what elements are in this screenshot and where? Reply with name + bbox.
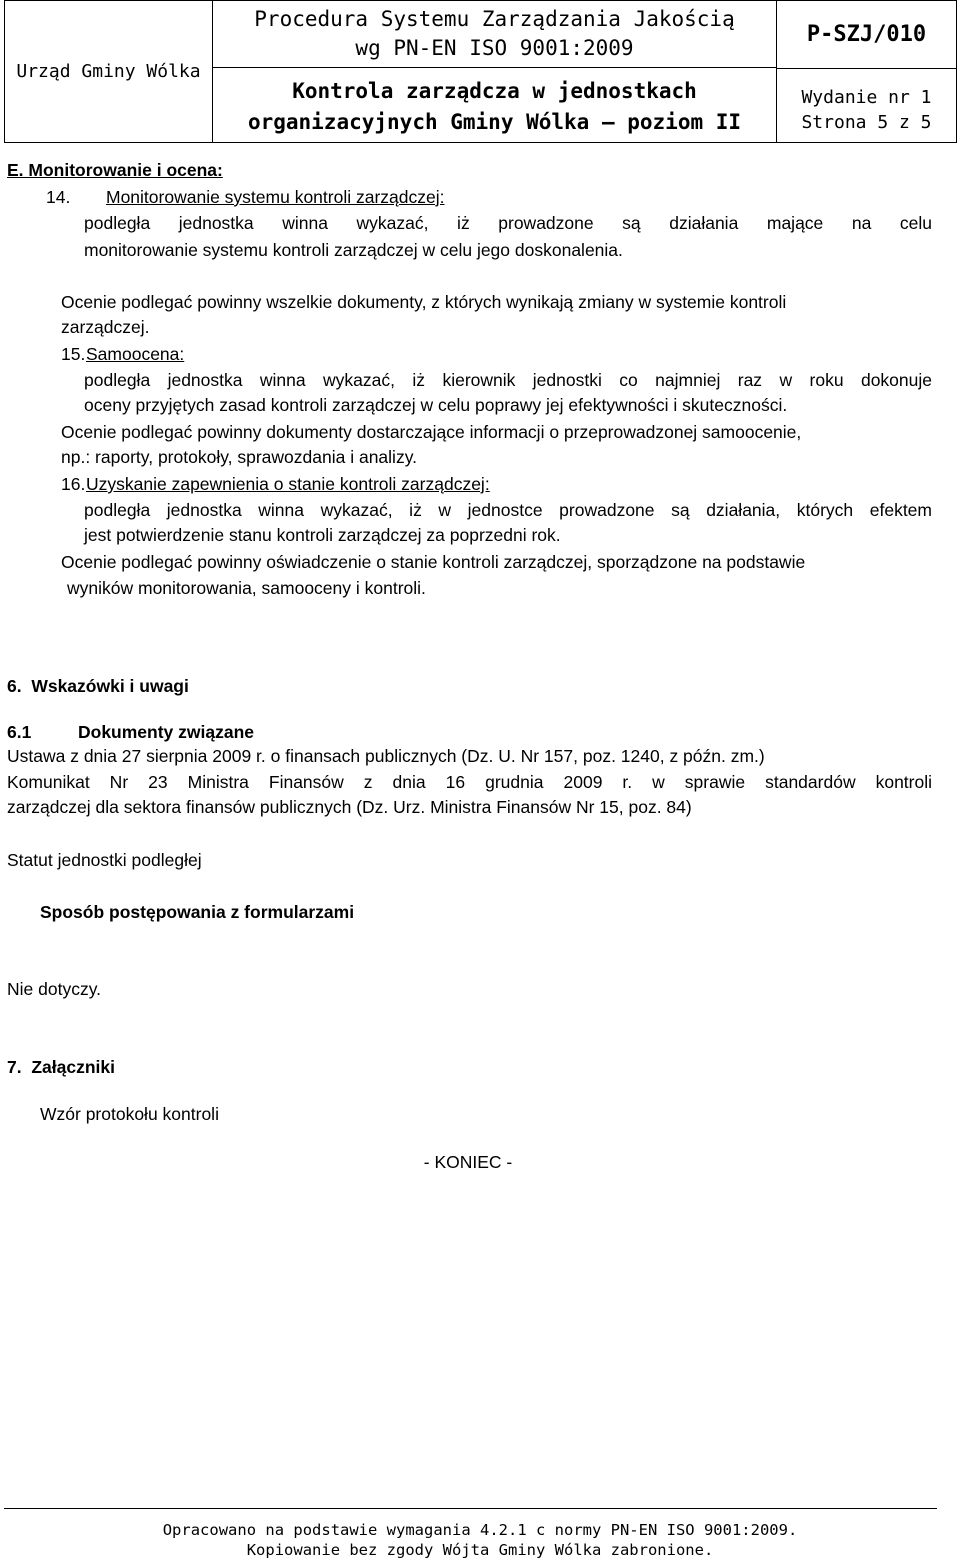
section-6-1-number: 6.1 — [7, 722, 32, 742]
item-15-line1: podległa jednostka winna wykazać, iż kierownik jednostki co najmniej raz w roku dokonuje — [84, 370, 932, 390]
item-15-assess2: np.: raporty, protokoły, sprawozdania i analizy. — [61, 447, 418, 467]
header-title-line2: organizacyjnych Gminy Wólka – poziom II — [247, 110, 742, 134]
section-6-heading: 6. Wskazówki i uwagi — [7, 676, 189, 696]
document-code: P-SZJ/010 — [777, 1, 956, 69]
item-14-title — [62, 186, 444, 208]
section-6-1-title: Dokumenty związane — [78, 722, 255, 742]
item-14-number: 14. — [46, 187, 71, 207]
item-14-line1: podległa jednostka winna wykazać, iż prowadzone są działania mające na celu — [84, 213, 932, 233]
related-doc-3: Statut jednostki podległej — [7, 850, 202, 870]
item-15-title-text: Samoocena: — [86, 344, 185, 364]
document-header — [4, 0, 957, 143]
item-14-title-text: Monitorowanie systemu kontroli zarządczej: — [106, 187, 445, 207]
item-16-title — [82, 473, 490, 495]
section-7-heading: 7. Załączniki — [7, 1057, 115, 1077]
end-marker: - KONIEC - — [423, 1152, 513, 1172]
related-doc-2-line1: Komunikat Nr 23 Ministra Finansów z dnia 16 grudnia 2009 r. w sprawie standardów kontroli — [7, 772, 932, 792]
item-16-line2: jest potwierdzenie stanu kontroli zarządczej za poprzedni rok. — [84, 525, 561, 545]
page-number: Strona 5 z 5 — [801, 112, 932, 133]
header-meta — [777, 69, 956, 142]
header-title — [213, 68, 776, 142]
item-14-line2: monitorowanie systemu kontroli zarządczej w celu jego doskonalenia. — [84, 240, 623, 260]
edition-label: Wydanie nr 1 — [801, 87, 932, 108]
item-14-assess2: zarządczej. — [61, 317, 150, 337]
item-16-line1: podległa jednostka winna wykazać, iż w jednostce prowadzone są działania, których efektem — [84, 500, 932, 520]
footer-line-2: Kopiowanie bez zgody Wójta Gminy Wólka zabronione. — [246, 1541, 714, 1559]
section-e-heading: E. Monitorowanie i ocena: — [7, 160, 223, 180]
forms-text: Nie dotyczy. — [7, 979, 102, 999]
header-procedure — [213, 1, 776, 68]
header-right — [777, 1, 956, 142]
item-16-number: 16. — [61, 474, 86, 494]
header-organization: Urząd Gminy Wólka — [5, 1, 213, 142]
item-15-assess1: Ocenie podlegać powinny dokumenty dostarczające informacji o przeprowadzonej samoocenie, — [61, 422, 802, 442]
forms-heading: Sposób postępowania z formularzami — [40, 902, 355, 922]
item-15-title — [82, 343, 184, 365]
item-16-title-text: Uzyskanie zapewnienia o stanie kontroli zarządczej: — [86, 474, 490, 494]
header-procedure-line1: Procedura Systemu Zarządzania Jakością — [254, 7, 735, 31]
related-doc-2-line2: zarządczej dla sektora finansów publicznych (Dz. Urz. Ministra Finansów Nr 15, poz. 84) — [7, 797, 692, 817]
item-16-assess2: wyników monitorowania, samooceny i kontroli. — [67, 578, 426, 598]
related-doc-1: Ustawa z dnia 27 sierpnia 2009 r. o finansach publicznych (Dz. U. Nr 157, poz. 1240, z późn. zm.) — [7, 746, 765, 766]
item-15-line2: oceny przyjętych zasad kontroli zarządczej w celu poprawy jej efektywności i skuteczności. — [84, 395, 788, 415]
footer-divider — [4, 1508, 937, 1509]
attachment-item: Wzór protokołu kontroli — [40, 1104, 219, 1124]
header-middle — [213, 1, 777, 142]
item-15-number: 15. — [61, 344, 86, 364]
header-procedure-line2: wg PN-EN ISO 9001:2009 — [355, 36, 634, 60]
item-16-assess1: Ocenie podlegać powinny oświadczenie o stanie kontroli zarządczej, sporządzone na podstawie — [61, 552, 806, 572]
item-14-assess1: Ocenie podlegać powinny wszelkie dokumenty, z których wynikają zmiany w systemie kontroli — [61, 292, 787, 312]
header-title-line1: Kontrola zarządcza w jednostkach — [292, 79, 697, 103]
footer-line-1: Opracowano na podstawie wymagania 4.2.1 c normy PN-EN ISO 9001:2009. — [162, 1521, 798, 1539]
